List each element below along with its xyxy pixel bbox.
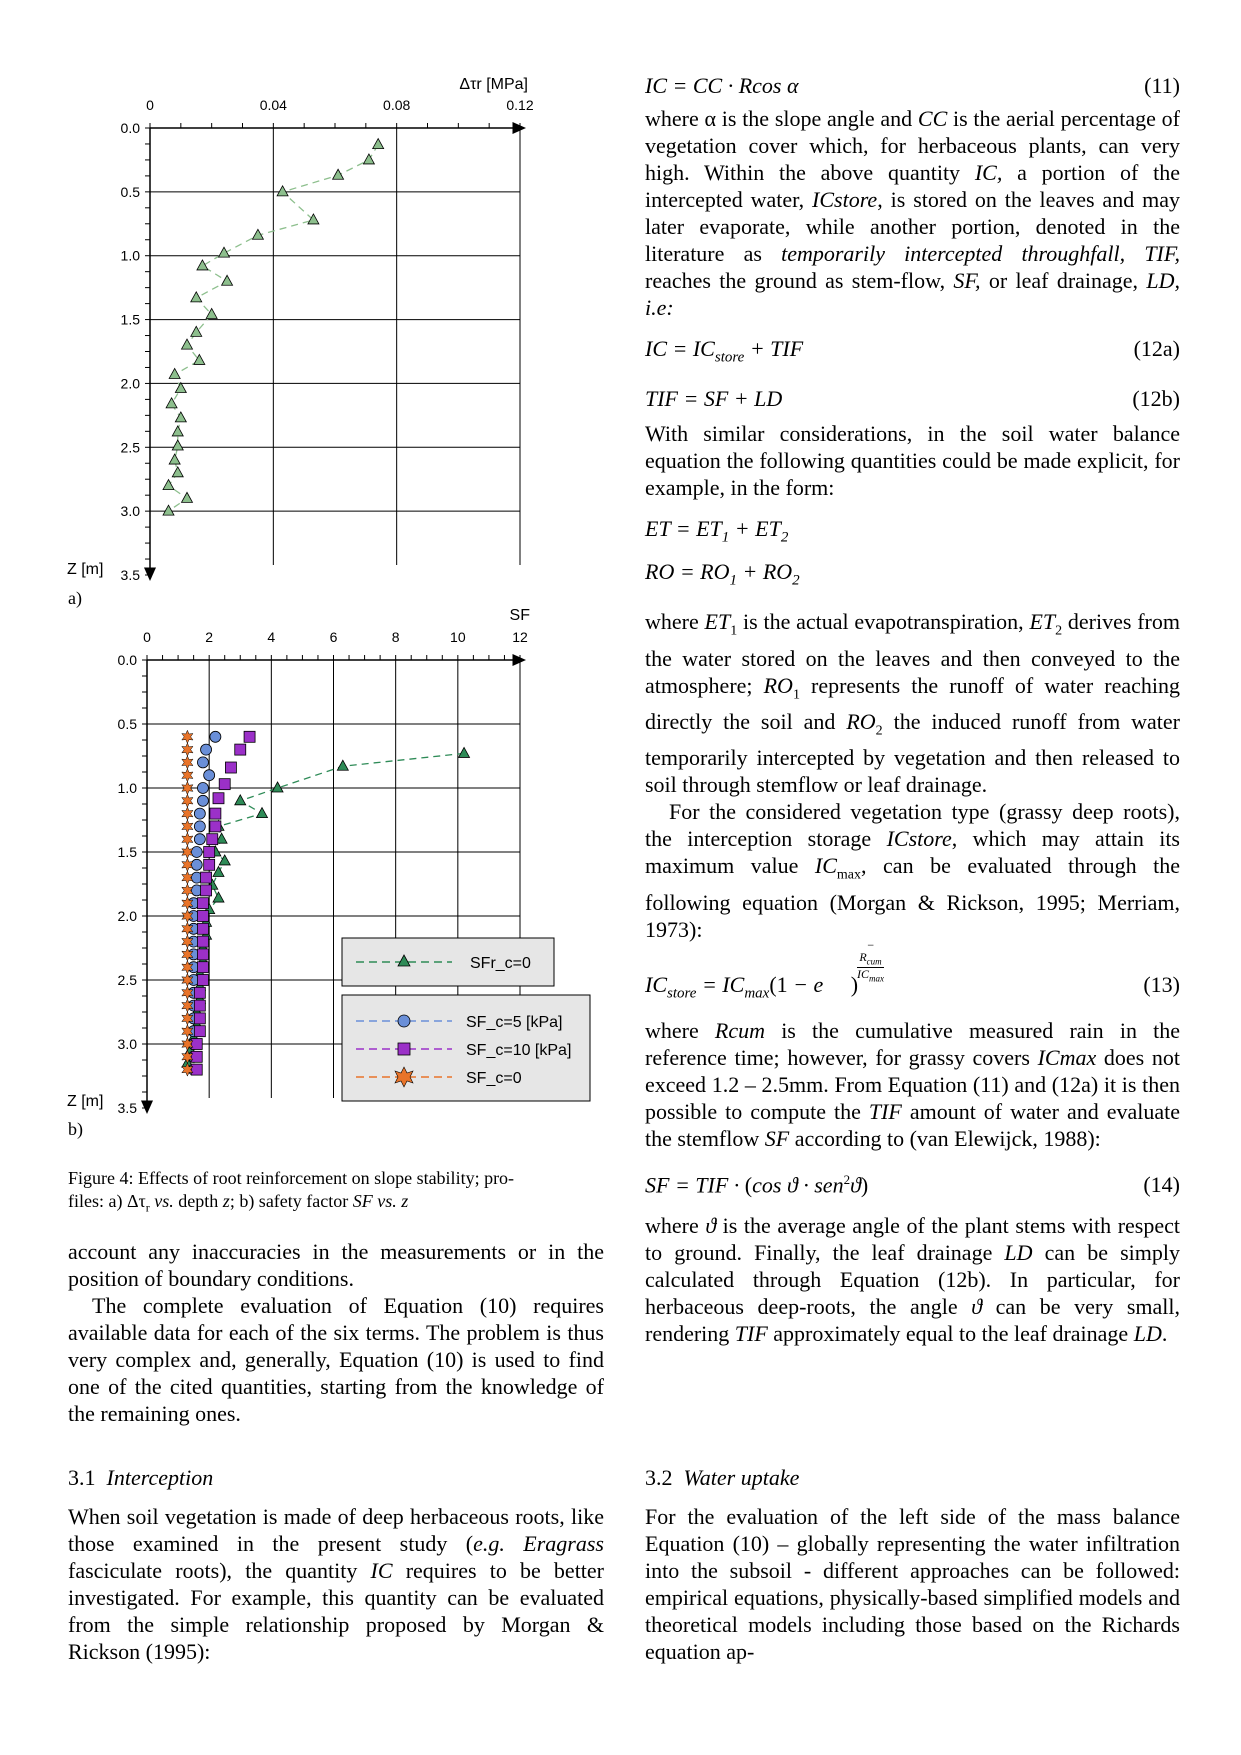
data-point <box>244 731 255 742</box>
text-sub: max <box>836 867 862 883</box>
data-point <box>169 368 180 378</box>
chart-b-y-title: Z [m] <box>67 1093 104 1110</box>
text-run: , is stored on the leaves and may later evaporate, while another portion, denoted in the literature as <box>645 187 1180 266</box>
legend-label-sf-c5: SF_c=5 [kPa] <box>466 1014 563 1031</box>
x-tick-label: 2 <box>205 629 214 645</box>
data-point <box>213 793 224 804</box>
text-run-italic: RO <box>763 672 793 698</box>
data-point <box>213 892 224 902</box>
y-tick-label: 0.5 <box>117 716 137 732</box>
data-point <box>201 744 212 755</box>
data-point <box>373 139 384 149</box>
text-run-italic: RO <box>846 708 876 734</box>
y-tick-label: 2.5 <box>120 439 140 456</box>
text-run-italic: ICstore <box>886 826 952 852</box>
text-run: derives from the water stored on the leaves and then conveyed to the atmosphere; <box>645 609 1180 698</box>
data-point <box>459 747 470 757</box>
data-point <box>257 808 268 818</box>
y-tick-label: 3.0 <box>117 1036 137 1052</box>
data-point <box>207 834 218 845</box>
data-point <box>197 757 208 768</box>
text-run: does not exceed 1.2 – 2.5mm. From Equation (11) and (12a) it is then possible to compute the <box>645 1045 1180 1125</box>
chart-a <box>67 76 534 609</box>
text-run: where <box>645 1213 706 1239</box>
x-tick-label: 0 <box>146 97 154 113</box>
text-run: is the aerial percentage of vegetation cover which, for herbaceous plants, can very high. Within the above quantity <box>645 106 1180 185</box>
right-paragraph-2: With similar considerations, in the soil water balance equation the following quantities could be made explicit, for example, in the form: <box>645 421 1180 501</box>
figure-4 <box>0 0 620 1200</box>
text-sub: 1 <box>792 686 800 702</box>
right-paragraph-5 <box>645 1017 1180 1152</box>
text-run-italic: SF, <box>953 268 981 293</box>
text-run-italic: IC <box>814 853 837 879</box>
data-point <box>194 987 205 998</box>
section-3-2-heading <box>645 1464 1180 1491</box>
text-run: represents the runoff of water reaching directly the soil and <box>645 672 1180 734</box>
chart-b <box>67 607 590 1140</box>
right-paragraph-4 <box>645 798 1180 942</box>
text-run: is the average angle of the plant stems with respect to ground. Finally, the leaf drainage <box>645 1213 1180 1266</box>
data-point <box>235 744 246 755</box>
caption-vs: vs. <box>149 1191 174 1211</box>
chart-a-x-title: Δτr [MPa] <box>459 76 528 93</box>
text-run-italic: ϑ <box>971 1294 983 1320</box>
text-run: according to (van Elewijck, 1988): <box>789 1126 1101 1152</box>
equation-ro <box>645 558 1180 594</box>
x-tick-label: 8 <box>391 629 400 645</box>
data-point <box>182 743 193 756</box>
y-tick-label: 2.0 <box>117 908 137 924</box>
y-tick-label: 1.5 <box>117 844 137 860</box>
y-tick-label: 3.5 <box>117 1100 137 1116</box>
y-tick-label: 1.5 <box>120 311 140 328</box>
right-paragraph-6 <box>645 1212 1180 1347</box>
section-number: 3.2 <box>645 1465 673 1490</box>
data-point <box>337 760 348 770</box>
caption-part: depth <box>173 1191 223 1211</box>
right-column <box>645 72 1180 1347</box>
text-run: approximately equal to the leaf drainage <box>767 1321 1134 1347</box>
text-run: where <box>645 609 705 635</box>
data-point <box>182 730 193 743</box>
data-point <box>201 872 212 883</box>
equation-text: + TIF <box>744 336 804 361</box>
y-tick-label: 1.0 <box>117 780 137 796</box>
text-run: , which may attain its maximum value <box>645 826 1180 879</box>
data-point <box>182 794 193 807</box>
data-point <box>197 260 208 270</box>
data-point <box>194 1000 205 1011</box>
legend-label-sf-c10: SF_c=10 [kPa] <box>466 1042 572 1059</box>
text-run-italic: Rcum <box>714 1018 766 1044</box>
left-paragraph-2: The complete evaluation of Equation (10) requires available data for each of the six terms. The problem is thus very complex and, generally, Equation (10) is used to find one of the cited quantities, starting from the knowledge of the remaining ones. <box>68 1293 604 1426</box>
data-point <box>194 821 205 832</box>
caption-line-1: Figure 4: Effects of root reinforcement on slope stability; pro- <box>68 1168 515 1188</box>
text-run: , can be evaluated through the following equation (Morgan & Rickson, 1995; Merriam, 1973): <box>645 853 1180 942</box>
text-run-italic: TIF <box>868 1099 902 1125</box>
equation-text: TIF = SF + LD <box>645 386 783 412</box>
data-point <box>197 936 208 947</box>
legend-top <box>342 938 554 986</box>
data-point <box>194 808 205 819</box>
text-run: or leaf drainage, <box>980 268 1147 293</box>
text-run: where α is the slope angle and <box>645 106 918 131</box>
data-point <box>182 807 193 820</box>
data-point <box>204 847 215 858</box>
section-number: 3.1 <box>68 1465 96 1490</box>
text-run-italic: temporarily intercepted throughfall, TIF, <box>781 241 1180 266</box>
text-run: is the cumulative measured rain in the reference time; however, for grassy covers <box>645 1018 1180 1071</box>
text-run-italic: IC <box>370 1558 393 1583</box>
x-tick-label: 4 <box>267 629 276 645</box>
chart-a-y-title: Z [m] <box>67 561 104 578</box>
equation-13: $IC_{store} = IC_{max}(1 - e$ − $R_{cum}$ $IC_{max}$ ) (13) <box>645 937 1180 1002</box>
equation-text: IC = IC <box>645 336 715 361</box>
equation-sub: 2 <box>792 572 800 589</box>
x-tick-label: 10 <box>450 629 466 645</box>
data-point <box>363 154 374 164</box>
section-title: Interception <box>106 1465 214 1490</box>
data-point <box>201 885 212 896</box>
legend-label-sfr: SFr_c=0 <box>470 955 531 972</box>
data-point <box>197 898 208 909</box>
equation-text: IC = CC · Rcos α <box>645 73 799 98</box>
caption-part: ; b) safety factor <box>229 1191 353 1211</box>
data-point <box>163 505 174 515</box>
right-paragraph-3 <box>645 608 1180 798</box>
y-tick-label: 0.0 <box>117 652 137 668</box>
text-run: reaches the ground as stem-flow, <box>645 268 954 293</box>
equation-number: (11) <box>1144 73 1180 98</box>
data-point <box>219 855 230 865</box>
figure-caption <box>68 1167 604 1220</box>
caption-sub: r <box>145 1200 150 1215</box>
data-point <box>194 834 205 845</box>
legend-bottom <box>342 995 590 1101</box>
text-run: requires to be better investigated. For example, this quantity can be evaluated from the simple relationship proposed by Morgan & Rickson (1995): <box>68 1558 605 1664</box>
text-run: where <box>645 1018 715 1044</box>
caption-part: files: a) Δτ <box>68 1191 146 1211</box>
left-paragraph-3 <box>68 1503 604 1665</box>
data-point <box>172 426 183 436</box>
text-run-italic: ϑ <box>705 1213 717 1239</box>
text-run-italic: ICstore <box>812 187 878 212</box>
data-point <box>182 756 193 769</box>
equation-12a <box>645 335 1180 371</box>
data-point <box>172 440 183 450</box>
text-run: When soil vegetation is made of deep herbaceous roots, like those examined in the present study ( <box>68 1504 604 1556</box>
text-run-italic: SF <box>764 1126 790 1152</box>
y-tick-label: 2.0 <box>120 375 140 392</box>
equation-text: RO = RO <box>645 558 730 584</box>
equation-text: ET = ET <box>645 516 722 542</box>
legend-label-sf-c0: SF_c=0 <box>466 1070 522 1087</box>
equation-text: + RO <box>737 558 793 584</box>
equation-sub: store <box>714 349 745 366</box>
data-point <box>197 783 208 794</box>
caption-sf-vs-z: SF vs. z <box>352 1191 409 1211</box>
text-run-italic: CC <box>917 106 948 131</box>
text-run-italic: ET <box>1029 609 1056 635</box>
data-point <box>210 808 221 819</box>
data-point <box>204 859 215 870</box>
text-sub: 2 <box>1055 623 1063 639</box>
data-point <box>197 795 208 806</box>
data-point <box>204 770 215 781</box>
data-point <box>182 833 193 846</box>
data-point <box>166 398 177 408</box>
data-point <box>235 795 246 805</box>
y-tick-label: 3.5 <box>120 567 140 583</box>
equation-number: (13) <box>1143 971 1180 997</box>
text-sub: 1 <box>730 623 738 639</box>
text-run: For the evaluation of the left side of the mass balance Equation (10) – globally representing the water infiltration into the subsoil - different approaches can be followed: empirical equations, physically-based simplified models and theoretical models including those based on the Richards equation ap- <box>645 1504 1180 1664</box>
caption-z: z <box>222 1191 230 1211</box>
equation-number: (12b) <box>1132 386 1180 412</box>
text-run: a portion of the intercepted water, <box>645 160 1180 212</box>
data-point <box>191 1039 202 1050</box>
data-point <box>219 247 230 257</box>
text-run-italic: IC, <box>974 160 1003 185</box>
data-point <box>333 169 344 179</box>
text-run: fasciculate roots), the quantity <box>68 1558 371 1583</box>
section-title: Water uptake <box>683 1465 800 1490</box>
equation-12b <box>645 385 1180 412</box>
y-tick-label: 0.0 <box>120 120 140 136</box>
data-point <box>182 820 193 833</box>
text-run-italic: ICmax <box>1037 1045 1097 1071</box>
data-point <box>210 821 221 832</box>
equation-number: (14) <box>1143 1172 1180 1198</box>
equation-sub: 1 <box>721 529 730 546</box>
right-paragraph-7 <box>645 1503 1180 1665</box>
data-point <box>163 480 174 490</box>
left-paragraph-1: account any inaccuracies in the measurements or in the position of boundary conditions. <box>68 1239 604 1291</box>
data-point <box>191 292 202 302</box>
text-run-italic: e.g. Eragrass <box>473 1531 604 1556</box>
equation-11 <box>645 72 1180 99</box>
data-point <box>197 949 208 960</box>
data-point <box>191 1064 202 1075</box>
data-point <box>191 1051 202 1062</box>
data-point <box>191 847 202 858</box>
data-point <box>219 779 230 790</box>
equation-sub: 2 <box>780 529 789 546</box>
data-point <box>172 467 183 477</box>
data-point <box>197 923 208 934</box>
x-tick-label: 0 <box>143 629 151 645</box>
equation-14: SF = TIF · (cos ϑ · sen$^2$ϑ) (14) <box>645 1172 1180 1198</box>
text-run: . <box>1161 1321 1168 1347</box>
equation-et <box>645 515 1180 551</box>
data-point <box>197 911 208 922</box>
data-point <box>182 769 193 782</box>
y-tick-label: 1.0 <box>120 247 140 264</box>
data-point <box>169 454 180 464</box>
data-point <box>225 762 236 773</box>
left-body <box>68 1238 604 1427</box>
data-point <box>222 275 233 285</box>
data-point <box>175 383 186 393</box>
text-run-italic: LD <box>1133 1321 1162 1347</box>
equation-number: (12a) <box>1133 336 1180 361</box>
data-point <box>277 186 288 196</box>
text-run: can be simply calculated through Equation (12b). In particular, for herbaceous deep-roots, the angle <box>645 1240 1180 1320</box>
text-run-italic: LD, i.e: <box>645 268 1181 320</box>
text-run: amount of water and evaluate the stemflow <box>645 1099 1181 1152</box>
equation-text: + ET <box>729 516 781 542</box>
data-point <box>308 214 319 224</box>
data-point <box>210 731 221 742</box>
x-tick-label: 12 <box>512 629 528 645</box>
section-3-1-heading <box>68 1464 604 1491</box>
y-tick-label: 2.5 <box>117 972 137 988</box>
x-tick-label: 0.12 <box>506 97 534 113</box>
text-run-italic: ET <box>704 609 731 635</box>
y-tick-label: 3.0 <box>120 503 140 520</box>
text-run: For the considered vegetation type (grassy deep roots), the interception storage <box>645 799 1180 852</box>
text-run: is the actual evapotranspiration, <box>737 609 1030 635</box>
data-point <box>191 859 202 870</box>
data-point <box>194 1013 205 1024</box>
data-point <box>182 492 193 502</box>
caption-line-2 <box>68 1190 604 1220</box>
y-tick-label: 0.5 <box>120 183 140 200</box>
x-tick-label: 6 <box>329 629 338 645</box>
text-run: the induced runoff from water temporarily intercepted by vegetation and then released to soil through stemflow or leaf drainage. <box>645 708 1180 798</box>
data-point <box>197 962 208 973</box>
right-paragraph-1 <box>645 105 1180 321</box>
text-run-italic: TIF <box>734 1321 768 1347</box>
text-run-italic: LD <box>1004 1240 1033 1266</box>
chart-b-x-title: SF <box>509 607 530 624</box>
x-tick-label: 0.04 <box>259 97 287 113</box>
x-tick-label: 0.08 <box>383 97 411 113</box>
text-run: can be very small, rendering <box>645 1294 1180 1347</box>
data-point <box>194 1026 205 1037</box>
equation-sub: 1 <box>729 572 737 589</box>
panel-b-label: b) <box>68 1119 83 1139</box>
panel-a-label: a) <box>68 588 82 608</box>
data-point <box>197 975 208 986</box>
data-point <box>182 339 193 349</box>
text-sub: 2 <box>875 723 883 739</box>
data-point <box>175 412 186 422</box>
